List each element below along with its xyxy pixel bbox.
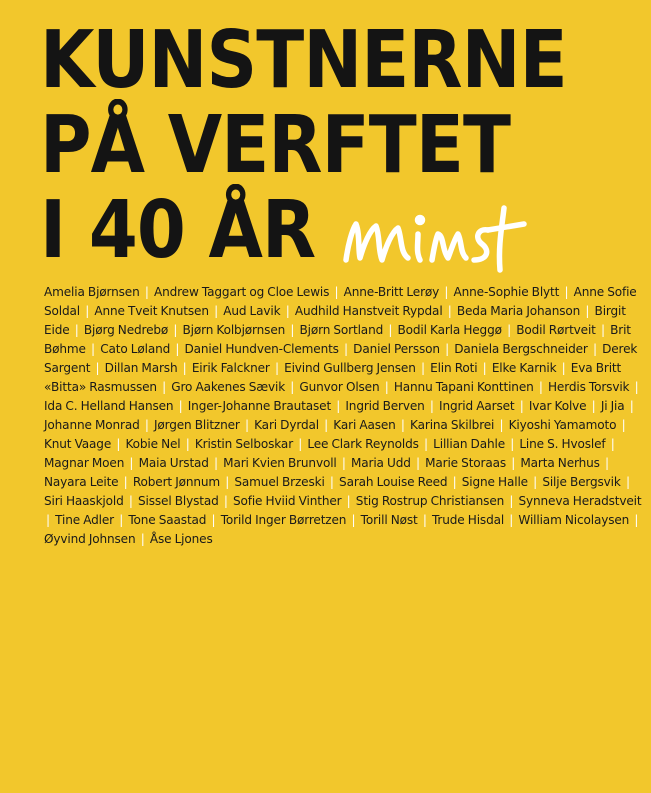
name-separator: | bbox=[244, 418, 249, 432]
name-separator: | bbox=[561, 361, 566, 375]
name-separator: | bbox=[605, 456, 609, 470]
artist-name: Birgit Eide bbox=[44, 304, 626, 337]
artist-name: Tone Saastad bbox=[128, 513, 207, 527]
name-separator: | bbox=[507, 323, 511, 337]
name-separator: | bbox=[519, 399, 524, 413]
name-separator: | bbox=[351, 513, 356, 527]
artist-name: Trude Hisdal bbox=[431, 513, 505, 527]
artist-name: Kristin Selboskar bbox=[194, 437, 294, 451]
name-separator: | bbox=[384, 380, 389, 394]
name-separator: | bbox=[214, 304, 218, 318]
name-separator: | bbox=[420, 361, 425, 375]
name-separator: | bbox=[422, 513, 427, 527]
artist-name: Eva Britt «Bitta» Rasmussen bbox=[44, 361, 622, 394]
name-separator: | bbox=[144, 285, 149, 299]
artist-name: Inger-Johanne Brautaset bbox=[187, 399, 332, 413]
name-separator: | bbox=[591, 399, 596, 413]
name-separator: | bbox=[119, 513, 124, 527]
artist-name: Signe Halle bbox=[461, 475, 528, 489]
name-separator: | bbox=[274, 361, 279, 375]
artist-name: Lee Clark Reynolds bbox=[307, 437, 419, 451]
name-separator: | bbox=[424, 437, 428, 451]
artist-name: Bjørg Nedrebø bbox=[83, 323, 169, 337]
artist-name: Gunvor Olsen bbox=[299, 380, 380, 394]
name-separator: | bbox=[600, 323, 605, 337]
title-line-1: KUNSTNERNE bbox=[40, 14, 567, 106]
artist-name: William Nicolaysen bbox=[518, 513, 630, 527]
name-separator: | bbox=[225, 475, 230, 489]
name-separator: | bbox=[341, 456, 346, 470]
name-separator: | bbox=[95, 361, 100, 375]
artist-name: Bjørn Kolbjørnsen bbox=[182, 323, 286, 337]
name-separator: | bbox=[298, 437, 303, 451]
artist-name: Bodil Karla Heggø bbox=[397, 323, 502, 337]
name-separator: | bbox=[447, 304, 452, 318]
artist-name: Beda Maria Johanson bbox=[456, 304, 581, 318]
artist-name: Torild Inger Børretzen bbox=[220, 513, 347, 527]
artist-name: Maia Urstad bbox=[138, 456, 209, 470]
artist-name: Ida C. Helland Hansen bbox=[44, 399, 174, 413]
name-separator: | bbox=[388, 323, 393, 337]
name-separator: | bbox=[625, 475, 630, 489]
artist-name: Eirik Falckner bbox=[191, 361, 270, 375]
artist-name: Gro Aakenes Sævik bbox=[171, 380, 286, 394]
artist-name: Marta Nerhus bbox=[520, 456, 600, 470]
name-separator: | bbox=[140, 532, 145, 546]
artist-name: Kiyoshi Yamamoto bbox=[508, 418, 617, 432]
artist-name: Herdis Torsvik bbox=[547, 380, 630, 394]
name-separator: | bbox=[185, 437, 190, 451]
artist-name: Sissel Blystad bbox=[137, 494, 219, 508]
artist-name: Lillian Dahle bbox=[433, 437, 505, 451]
artist-name: Kari Dyrdal bbox=[254, 418, 319, 432]
artist-name: Amelia Bjørnsen bbox=[44, 285, 140, 299]
artist-name: Elke Karnik bbox=[491, 361, 557, 375]
name-separator: | bbox=[162, 380, 167, 394]
artist-name: Ingrid Aarset bbox=[439, 399, 515, 413]
name-separator: | bbox=[285, 304, 290, 318]
artist-name: Johanne Monrad bbox=[44, 418, 140, 432]
artist-name-list bbox=[44, 283, 644, 549]
artist-name: Ji Jia bbox=[600, 399, 625, 413]
name-separator: | bbox=[610, 437, 615, 451]
artist-name: Anne Sofie Soldal bbox=[44, 285, 637, 318]
script-word-minst bbox=[338, 200, 528, 280]
name-separator: | bbox=[214, 456, 218, 470]
artist-name: Anne Tveit Knutsen bbox=[94, 304, 209, 318]
name-separator: | bbox=[564, 285, 569, 299]
name-separator: | bbox=[538, 380, 543, 394]
artist-name: Dillan Marsh bbox=[104, 361, 178, 375]
artist-name: Synneva Heradstveit bbox=[518, 494, 642, 508]
name-separator: | bbox=[533, 475, 538, 489]
name-separator: | bbox=[144, 418, 149, 432]
artist-name: Karina Skilbrei bbox=[410, 418, 495, 432]
name-separator: | bbox=[509, 513, 514, 527]
artist-name: Anne-Britt Lerøy bbox=[343, 285, 440, 299]
name-separator: | bbox=[173, 323, 178, 337]
name-separator: | bbox=[621, 418, 626, 432]
name-separator: | bbox=[585, 304, 590, 318]
artist-name: Andrew Taggart og Cloe Lewis bbox=[153, 285, 330, 299]
name-separator: | bbox=[511, 456, 516, 470]
artist-name: Åse Ljones bbox=[149, 532, 213, 546]
name-separator: | bbox=[482, 361, 487, 375]
name-separator: | bbox=[290, 323, 295, 337]
name-separator: | bbox=[415, 456, 420, 470]
name-separator: | bbox=[290, 380, 295, 394]
title-line-3: I 40 ÅR bbox=[40, 184, 316, 276]
artist-name: Elin Roti bbox=[430, 361, 478, 375]
artist-name: Kobie Nel bbox=[125, 437, 181, 451]
artist-name: Samuel Brzeski bbox=[234, 475, 325, 489]
name-separator: | bbox=[178, 399, 183, 413]
name-separator: | bbox=[634, 380, 639, 394]
artist-name: Kari Aasen bbox=[333, 418, 396, 432]
artist-name: Line S. Hvoslef bbox=[519, 437, 606, 451]
artist-name: Brit Bøhme bbox=[44, 323, 631, 356]
name-separator: | bbox=[46, 513, 50, 527]
artist-name: Cato Løland bbox=[100, 342, 171, 356]
artist-name: Ivar Kolve bbox=[528, 399, 587, 413]
artist-name: Daniel Hundven-Clements bbox=[184, 342, 339, 356]
name-separator: | bbox=[91, 342, 95, 356]
artist-name: Nayara Leite bbox=[44, 475, 119, 489]
name-separator: | bbox=[85, 304, 90, 318]
name-separator: | bbox=[175, 342, 180, 356]
artist-name: Silje Bergsvik bbox=[542, 475, 621, 489]
artist-name: Aud Lavik bbox=[223, 304, 281, 318]
name-separator: | bbox=[128, 494, 133, 508]
name-separator: | bbox=[346, 494, 351, 508]
artist-name: Robert Jønnum bbox=[132, 475, 221, 489]
name-separator: | bbox=[223, 494, 228, 508]
name-separator: | bbox=[429, 399, 434, 413]
name-separator: | bbox=[445, 342, 450, 356]
artist-name: Knut Vaage bbox=[44, 437, 112, 451]
artist-name: Mari Kvien Brunvoll bbox=[223, 456, 337, 470]
artist-name: Sofie Hviid Vinther bbox=[232, 494, 342, 508]
artist-name: Derek Sargent bbox=[44, 342, 638, 375]
name-separator: | bbox=[629, 399, 634, 413]
artist-name: Sarah Louise Reed bbox=[339, 475, 448, 489]
name-separator: | bbox=[182, 361, 187, 375]
name-separator: | bbox=[324, 418, 329, 432]
name-separator: | bbox=[336, 399, 341, 413]
artist-name: Eivind Gullberg Jensen bbox=[284, 361, 416, 375]
artist-name: Hannu Tapani Konttinen bbox=[393, 380, 534, 394]
artist-name: Audhild Hanstveit Rypdal bbox=[294, 304, 443, 318]
name-separator: | bbox=[509, 494, 514, 508]
name-separator: | bbox=[329, 475, 334, 489]
name-separator: | bbox=[129, 456, 134, 470]
name-separator: | bbox=[74, 323, 79, 337]
name-separator: | bbox=[400, 418, 405, 432]
artist-name: Torill Nøst bbox=[360, 513, 418, 527]
artist-name: Ingrid Berven bbox=[345, 399, 425, 413]
artist-name: Marie Storaas bbox=[425, 456, 507, 470]
name-separator: | bbox=[116, 437, 121, 451]
artist-name: Daniela Bergschneider bbox=[454, 342, 588, 356]
name-separator: | bbox=[452, 475, 457, 489]
name-separator: | bbox=[123, 475, 128, 489]
name-separator: | bbox=[344, 342, 348, 356]
artist-name: Jørgen Blitzner bbox=[153, 418, 240, 432]
name-separator: | bbox=[634, 513, 639, 527]
artist-name: Bodil Rørtveit bbox=[516, 323, 596, 337]
artist-name: Anne-Sophie Blytt bbox=[453, 285, 560, 299]
artist-name: Tine Adler bbox=[55, 513, 114, 527]
title-line-2: PÅ VERFTET bbox=[40, 99, 511, 191]
name-separator: | bbox=[334, 285, 339, 299]
artist-name: Siri Haaskjold bbox=[44, 494, 124, 508]
artist-name: Magnar Moen bbox=[44, 456, 125, 470]
artist-name: Stig Rostrup Christiansen bbox=[355, 494, 505, 508]
artist-name: Bjørn Sortland bbox=[299, 323, 384, 337]
name-separator: | bbox=[499, 418, 504, 432]
name-separator: | bbox=[592, 342, 597, 356]
artist-name: Daniel Persson bbox=[353, 342, 440, 356]
name-separator: | bbox=[211, 513, 216, 527]
name-separator: | bbox=[510, 437, 515, 451]
name-separator: | bbox=[444, 285, 449, 299]
artist-name: Maria Udd bbox=[350, 456, 411, 470]
artist-name: Øyvind Johnsen bbox=[44, 532, 136, 546]
